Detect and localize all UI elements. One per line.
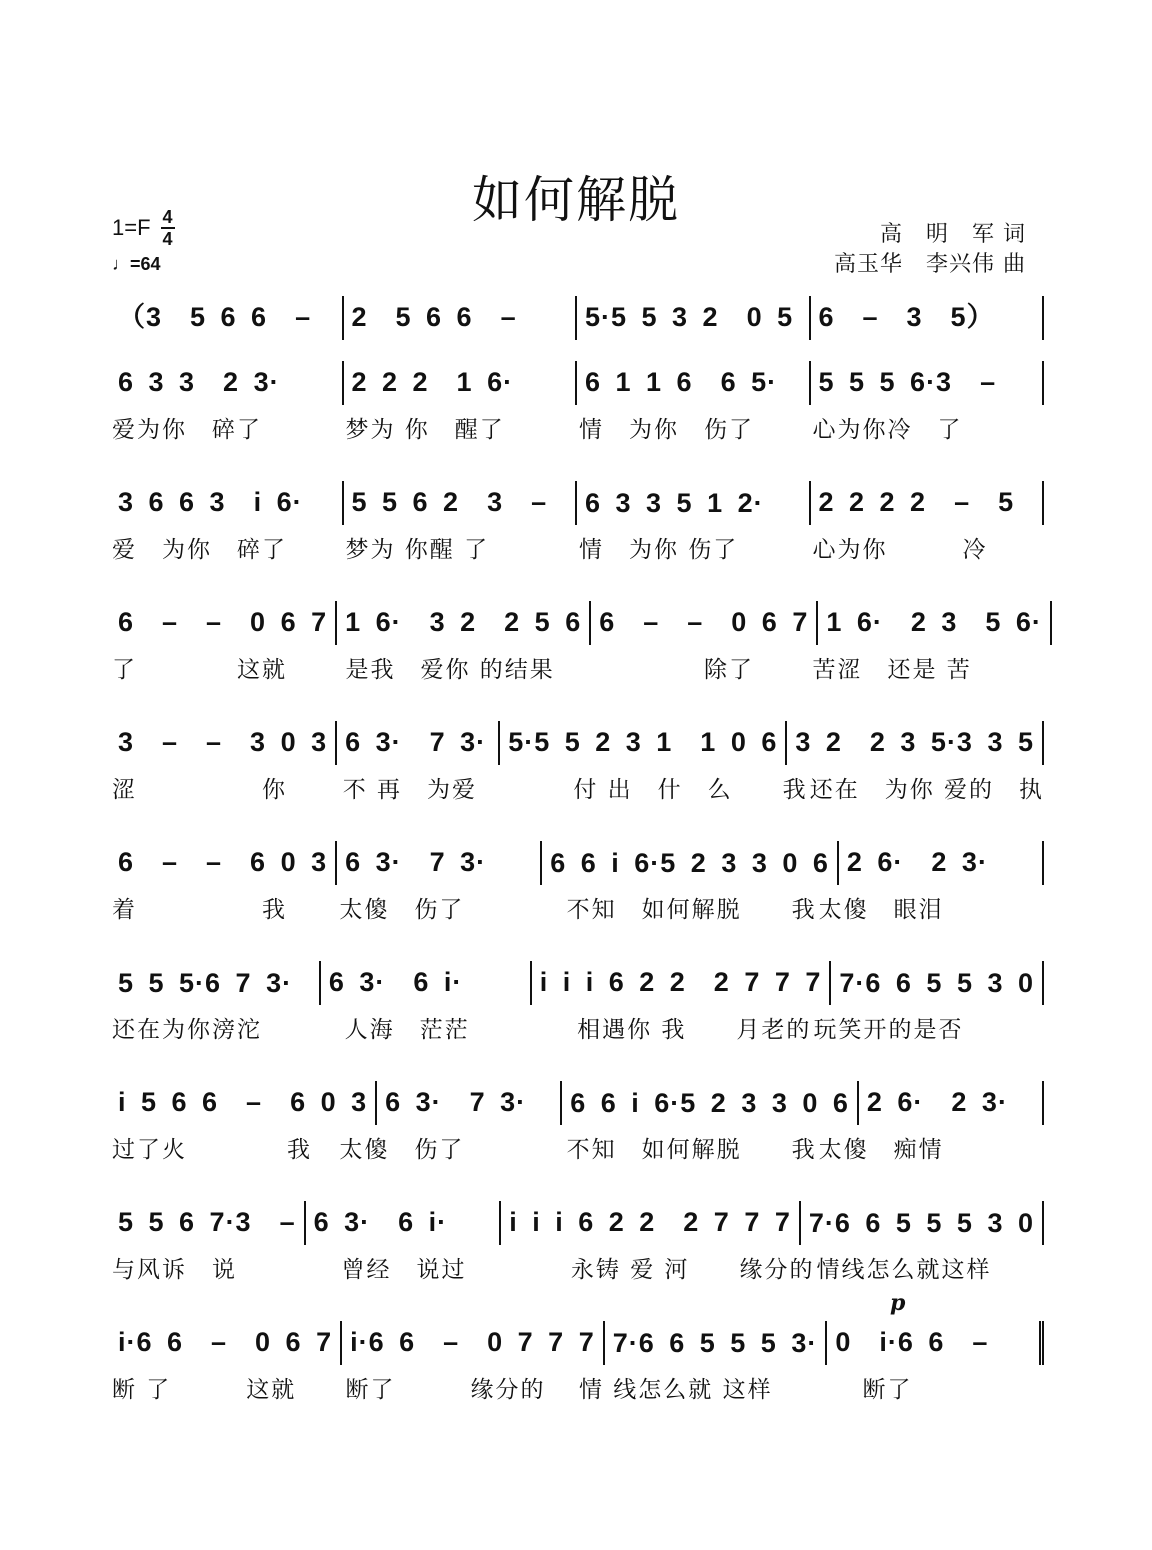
measure: 5 5 5·6 7 3· (110, 961, 321, 1005)
notation-line (110, 1315, 1044, 1365)
measure: 3 6 6 3 i 6· (110, 481, 344, 525)
lyric-text: 心为你 冷 (812, 537, 988, 563)
measure: 6 – 3 5） (811, 296, 1045, 340)
measure: 5 5 6 2 3 – (344, 481, 578, 525)
score-system (110, 1315, 1044, 1411)
measure: 2 6· 2 3· (859, 1081, 1044, 1125)
measure: 2 2 2 1 6· (344, 361, 578, 405)
composer-credit: 高玉华 李兴伟 曲 (834, 252, 1026, 277)
measure: 6 3· 6 i· (306, 1201, 502, 1245)
score-system (110, 1075, 1044, 1171)
lyrics-line (110, 891, 1044, 931)
lyric-text: 爱 为你 碎了 (112, 537, 287, 563)
notation-line (110, 290, 1044, 340)
lyric-text: 太傻 伤了 (339, 1137, 465, 1163)
lyrics-line (110, 1371, 1044, 1411)
lyric-text: 是我 爱你 的结果 (345, 657, 555, 683)
lyric-text: 人海 茫茫 (344, 1017, 470, 1043)
notation-line (110, 355, 1044, 405)
tempo-key-block (112, 208, 175, 275)
measure: 2 6· 2 3· (839, 841, 1044, 885)
notation-line (110, 1195, 1044, 1245)
notation-line (110, 595, 1044, 645)
lyric-text: 还在 为你 爱的 执 (809, 777, 1044, 803)
lyric-text: 梦为 你 醒了 (345, 417, 505, 443)
lyric-text: 与风诉 说 (112, 1257, 237, 1283)
lyric-text: 心为你冷 了 (812, 417, 963, 443)
lyric-text: 情 为你 伤了 (579, 417, 754, 443)
measure: i·6 6 – 0 6 7 (110, 1321, 342, 1365)
lyric-text: 不 再 为爱 (342, 777, 477, 803)
lyrics-line (110, 771, 1044, 811)
tempo-marking: ♩=64 (112, 254, 161, 274)
lyrics-line (110, 411, 1044, 451)
lyric-text: 不知 如何解脱 我 (566, 1137, 817, 1163)
measure: 6 3 3 2 3· (110, 361, 344, 405)
score-system (110, 1195, 1044, 1291)
lyric-text: 太傻 眼泪 (818, 897, 944, 923)
measure: i i i 6 2 2 2 7 7 7 (501, 1201, 801, 1245)
measure: 7·6 6 5 5 5 3 0 (801, 1201, 1044, 1245)
lyric-text: 不知 如何解脱 我 (566, 897, 817, 923)
score-system (110, 955, 1044, 1051)
dynamics-mark: p (890, 1290, 906, 1316)
time-signature: 4 4 (162, 207, 173, 249)
lyric-text: 情 为你 伤了 (579, 537, 739, 563)
lyrics-line (110, 1011, 1044, 1051)
lyric-text: 曾经 说过 (341, 1257, 467, 1283)
measure: 7·6 6 5 5 3 0 (831, 961, 1044, 1005)
notation-line (110, 835, 1044, 885)
notation-line (110, 1075, 1044, 1125)
score-system (110, 715, 1044, 811)
measure: 6 – – 6 0 3 (110, 841, 337, 885)
measure: i 5 6 6 – 6 0 3 (110, 1081, 377, 1125)
measure: 5·5 5 3 2 0 5 (577, 296, 811, 340)
measure: 6 1 1 6 6 5· (577, 361, 811, 405)
measure: 5 5 5 6·3 – (811, 361, 1045, 405)
measure: 5 5 6 7·3 – (110, 1201, 306, 1245)
lyric-text: 断了 (812, 1377, 913, 1403)
measure: 3 2 2 3 5·3 3 5 (787, 721, 1044, 765)
measure: 6 3· 7 3· (337, 841, 542, 885)
lyric-text: 太傻 痴情 (818, 1137, 944, 1163)
measure: 2 5 6 6 – (344, 296, 578, 340)
lyric-text: 相遇你 我 月老的 (577, 1017, 812, 1043)
measure: 6 – – 0 6 7 (110, 601, 337, 645)
lyrics-line (110, 1251, 1044, 1291)
lyrics-line (110, 531, 1044, 571)
lyrics-line (110, 651, 1044, 691)
score-system (110, 835, 1044, 931)
notation-line (110, 475, 1044, 525)
lyric-text: 付 出 什 么 我 (573, 777, 808, 803)
lyric-text: 涩 你 (112, 777, 287, 803)
lyric-text: 玩笑开的是否 (813, 1017, 964, 1043)
measure: 6 3 3 5 1 2· (577, 481, 811, 525)
measure: 1 6· 2 3 5 6· (818, 601, 1052, 645)
lyrics-line (110, 1131, 1044, 1171)
lyric-text: 梦为 你醒 了 (345, 537, 490, 563)
lyric-text: 爱为你 碎了 (112, 417, 262, 443)
measure: 0 i·6 6 – (827, 1321, 1044, 1365)
lyric-text: 情 线怎么就 这样 (579, 1377, 773, 1403)
measure: 5·5 5 2 3 1 1 0 6 (500, 721, 787, 765)
measure: 7·6 6 5 5 5 3· (605, 1321, 828, 1365)
lyric-text: 除了 (579, 657, 754, 683)
measure: 6 3· 6 i· (321, 961, 532, 1005)
measure: 1 6· 3 2 2 5 6 (337, 601, 591, 645)
lyric-text: 太傻 伤了 (339, 897, 465, 923)
lyric-text: 了 这就 (112, 657, 287, 683)
measure: 6 – – 0 6 7 (591, 601, 818, 645)
measure: 6 3· 7 3· (377, 1081, 562, 1125)
measure: 3 – – 3 0 3 (110, 721, 337, 765)
measure: 6 6 i 6·5 2 3 3 0 6 (542, 841, 839, 885)
lyric-text: 断 了 这就 (112, 1377, 297, 1403)
lyric-text: 过了火 我 (112, 1137, 312, 1163)
measure: 2 2 2 2 – 5 (811, 481, 1045, 525)
key-signature: 1=F (112, 215, 151, 240)
lyricist-credit: 高 明 军 词 (880, 222, 1026, 247)
lyric-text: 永铸 爱 河 缘分的 (570, 1257, 815, 1283)
measure: i i i 6 2 2 2 7 7 7 (532, 961, 832, 1005)
measure: 6 3· 7 3· (337, 721, 500, 765)
notation-line (110, 955, 1044, 1005)
lyric-text: 着 我 (112, 897, 287, 923)
lyric-text: 断了 缘分的 (345, 1377, 546, 1403)
lyric-text: 苦涩 还是 苦 (812, 657, 972, 683)
lyric-text: 情线怎么就这样 (816, 1257, 992, 1283)
lyric-text: 还在为你滂沱 (112, 1017, 262, 1043)
score-system (110, 475, 1044, 571)
measure: （3 5 6 6 – (110, 296, 344, 340)
song-title: 如何解脱 (472, 171, 680, 229)
score-system (110, 595, 1044, 691)
measure: 6 6 i 6·5 2 3 3 0 6 (562, 1081, 859, 1125)
measure: i·6 6 – 0 7 7 7 (342, 1321, 605, 1365)
credits (834, 220, 1026, 280)
score-system (110, 355, 1044, 451)
notation-line (110, 715, 1044, 765)
